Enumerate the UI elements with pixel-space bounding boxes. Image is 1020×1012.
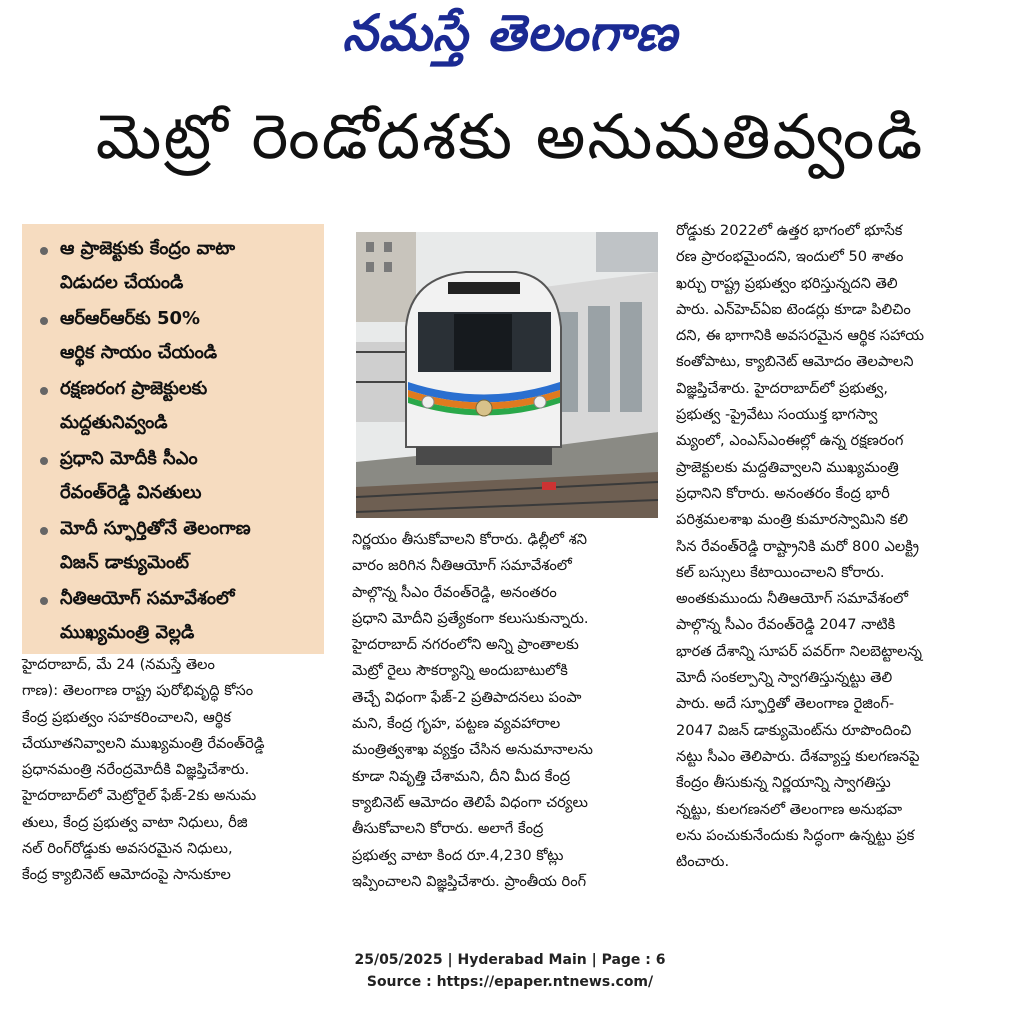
bullet-icon — [40, 527, 48, 535]
highlight-line: నీతిఆయోగ్ సమావేశంలో — [60, 588, 235, 609]
footer-dateline: 25/05/2025 | Hyderabad Main | Page : 6 — [354, 952, 666, 968]
article-line: భారత దేశాన్ని సూపర్ పవర్‌గా నిలబెట్టాలన్న — [676, 642, 922, 660]
article-line: ప్రధాని మోదీని ప్రత్యేకంగా కలుసుకున్నారు. — [352, 609, 589, 627]
metro-train-illustration — [356, 232, 658, 518]
article-line: లను పంచుకునేందుకు సిద్ధంగా ఉన్నట్టు ప్రక — [676, 826, 915, 844]
article-line: ప్రధానిని కోరారు. అనంతరం కేంద్ర భారీ — [676, 484, 890, 502]
article-line: పారు. ఎన్‌హెచ్ఏఐ టెండర్లు కూడా పిలిచిం — [676, 300, 911, 318]
highlights-box — [22, 224, 324, 654]
article-line: నల్ రింగ్‌రోడ్డుకు అవసరమైన నిధులు, — [22, 840, 233, 858]
article-line: హైదరాబాద్, మే 24 (నమస్తే తెలం — [22, 656, 215, 673]
article-column-2 — [352, 527, 664, 895]
article-line: దని, ఈ భాగానికి అవసరమైన ఆర్థిక సహాయ — [676, 327, 925, 345]
article-line: నిర్ణయం తీసుకోవాలని కోరారు. ఢిల్లీలో శని — [352, 531, 587, 548]
highlight-line: విజన్ డాక్యుమెంట్ — [60, 552, 190, 573]
article-line: హైదరాబాద్‌లో మెట్రోరైల్ ఫేజ్-2కు అనుమ — [22, 787, 257, 805]
highlight-line: రేవంత్‌రెడ్డి వినతులు — [60, 482, 202, 503]
article-line: కేంద్రం తీసుకున్న నిర్ణయాన్ని స్వాగతిస్తు — [676, 774, 891, 792]
article-line: గాణ): తెలంగాణ రాష్ట్ర పురోభివృద్ధి కోసం — [22, 682, 254, 700]
article-line: నట్టు సీఎం తెలిపారు. దేశవ్యాప్త కులగణనపై — [676, 747, 920, 765]
article-headline: మెట్రో రెండోదశకు అనుమతివ్వండి — [95, 100, 925, 173]
article-line: కల్ బస్సులు కేటాయించాలని కోరారు. — [676, 563, 885, 581]
bullet-icon — [40, 317, 48, 325]
bullet-icon — [40, 247, 48, 255]
highlight-line: మోదీ స్ఫూర్తితోనే తెలంగాణ — [60, 518, 251, 539]
highlight-line: ప్రధాని మోదీకి సీఎం — [60, 448, 198, 469]
article-line: ప్రధానమంత్రి నరేంద్రమోదీకి విజ్ఞప్తిచేశారు. — [22, 761, 250, 779]
article-line: తెచ్చే విధంగా ఫేజ్-2 ప్రతిపాదనలు పంపా — [352, 688, 582, 706]
article-line: విజ్ఞప్తిచేశారు. హైదరాబాద్‌లో ప్రభుత్వ, — [676, 379, 888, 397]
article-column-3 — [676, 218, 998, 875]
article-line: పారు. అదే స్ఫూర్తితో తెలంగాణ రైజింగ్- — [676, 695, 895, 713]
article-line: మంత్రిత్వశాఖ వ్యక్తం చేసిన అనుమానాలను — [352, 741, 593, 759]
article-line: కూడా నివృత్తి చేశామని, దీని మీద కేంద్ర — [352, 767, 571, 785]
highlight-line: ఆ ప్రాజెక్టుకు కేంద్రం వాటా — [60, 238, 236, 259]
footer-source: Source : https://epaper.ntnews.com/ — [366, 974, 654, 990]
article-line: చేయూతనివ్వాలని ముఖ్యమంత్రి రేవంత్‌రెడ్డి — [22, 734, 265, 752]
article-line: రోడ్డుకు 2022లో ఉత్తర భాగంలో భూసేక — [676, 222, 903, 239]
article-line: న్నట్టు, కులగణనలో తెలంగాణ అనుభవా — [676, 800, 903, 818]
article-line: తీసుకోవాలని కోరారు. అలాగే కేంద్ర — [352, 820, 544, 838]
article-line: ప్రభుత్వ వాటా కింద రూ.4,230 కోట్లు — [352, 846, 564, 864]
article-line: టించారు. — [676, 853, 730, 871]
article-line: రణ ప్రారంభమైందని, ఇందులో 50 శాతం — [676, 248, 904, 266]
highlight-line: విడుదల చేయండి — [60, 272, 184, 293]
article-line: మెట్రో రైలు సౌకర్యాన్ని అందుబాటులోకి — [352, 662, 568, 680]
article-line: పాల్గొన్న సీఎం రేవంత్‌రెడ్డి 2047 నాటికి — [676, 616, 896, 634]
article-line: ప్రాజెక్టులకు మద్దతివ్వాలని ముఖ్యమంత్రి — [676, 458, 899, 476]
article-column-1 — [22, 652, 326, 889]
article-line: 2047 విజన్ డాక్యుమెంట్‌ను రూపొందించి — [676, 721, 912, 739]
highlight-line: రక్షణరంగ ప్రాజెక్టులకు — [60, 378, 208, 399]
article-line: పరిశ్రమలశాఖ మంత్రి కుమారస్వామిని కలి — [676, 511, 909, 529]
article-line: కేంద్ర ప్రభుత్వం సహకరించాలని, ఆర్థిక — [22, 708, 231, 726]
bullet-icon — [40, 387, 48, 395]
article-line: హైదరాబాద్ నగరంలోని అన్ని ప్రాంతాలకు — [352, 636, 579, 654]
article-line: మోదీ సంకల్పాన్ని స్వాగతిస్తున్నట్టు తెలి — [676, 669, 893, 687]
article-line: అంతకుముందు నీతిఆయోగ్ సమావేశంలో — [676, 590, 909, 608]
article-line: వారం జరిగిన నీతిఆయోగ్ సమావేశంలో — [352, 557, 572, 575]
article-line: ప్రభుత్వ -ప్రైవేటు సంయుక్త భాగస్వా — [676, 406, 878, 424]
highlight-line: ఆర్థిక సాయం చేయండి — [60, 342, 218, 363]
bullet-icon — [40, 597, 48, 605]
highlight-line: ముఖ్యమంత్రి వెల్లడి — [60, 622, 195, 643]
article-line: మని, కేంద్ర గృహ, పట్టణ వ్యవహారాల — [352, 715, 561, 733]
article-line: కేంద్ర క్యాబినెట్ ఆమోదంపై సానుకూల — [22, 866, 231, 884]
article-line: కంతోపాటు, క్యాబినెట్ ఆమోదం తెలపాలని — [676, 353, 914, 371]
bullet-icon — [40, 457, 48, 465]
article-line: ఖర్చు రాష్ట్ర ప్రభుత్వం భరిస్తున్నదని తెలి — [676, 274, 898, 292]
metro-train-photo — [356, 232, 658, 518]
article-line: ఇప్పించాలని విజ్ఞప్తిచేశారు. ప్రాంతీయ రింగ్ — [352, 872, 587, 890]
article-line: క్యాబినెట్ ఆమోదం తెలిపే విధంగా చర్యలు — [352, 793, 588, 811]
article-line: సిన రేవంత్‌రెడ్డి రాష్ట్రానికి మరో 800 ఎలక్ట్రి — [676, 537, 919, 555]
article-line: మ్యంలో, ఎంఎస్ఎంఈల్లో ఉన్న రక్షణరంగ — [676, 432, 904, 450]
article-line: పాల్గొన్న సీఎం రేవంత్‌రెడ్డి, అనంతరం — [352, 583, 557, 601]
highlight-line: మద్దతునివ్వండి — [60, 412, 168, 433]
masthead-logo: నమస్తే తెలంగాణ — [342, 4, 678, 62]
article-line: తులు, కేంద్ర ప్రభుత్వ వాటా నిధులు, రీజి — [22, 813, 248, 831]
highlight-line: ఆర్ఆర్ఆర్‌కు 50% — [60, 308, 201, 329]
